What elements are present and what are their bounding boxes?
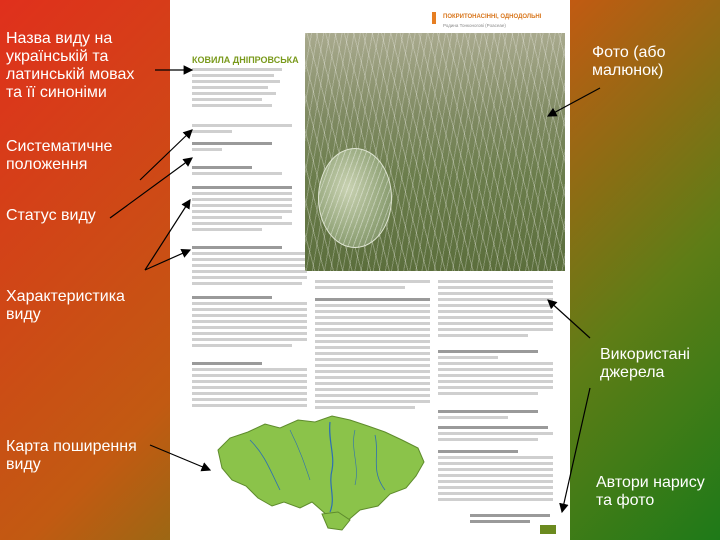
arrow-status bbox=[110, 158, 192, 218]
label-species-name: Назва виду на українській та латинській мовах та її синоніми bbox=[6, 30, 135, 101]
label-photo: Фото (або малюнок) bbox=[592, 44, 666, 79]
label-systematic-position: Систематичне положення bbox=[6, 138, 113, 173]
label-species-characteristic: Характеристика виду bbox=[6, 288, 125, 323]
label-sources: Використані джерела bbox=[600, 346, 690, 381]
page-header-subtitle: Родина Тонконогові (Poaceae) bbox=[443, 23, 506, 28]
page-header-title: ПОКРИТОНАСІННІ, ОДНОДОЛЬНІ bbox=[443, 14, 542, 20]
arrow-sources bbox=[548, 300, 590, 338]
arrow-systematic bbox=[140, 130, 192, 180]
arrow-map bbox=[150, 445, 210, 470]
label-authors: Автори нарису та фото bbox=[596, 474, 705, 509]
species-title: КОВИЛА ДНІПРОВСЬКА bbox=[192, 55, 299, 65]
arrow-authors bbox=[562, 388, 590, 512]
label-species-status: Статус виду bbox=[6, 207, 96, 224]
arrow-photo bbox=[548, 88, 600, 116]
label-distribution-map: Карта поширення виду bbox=[6, 438, 137, 473]
